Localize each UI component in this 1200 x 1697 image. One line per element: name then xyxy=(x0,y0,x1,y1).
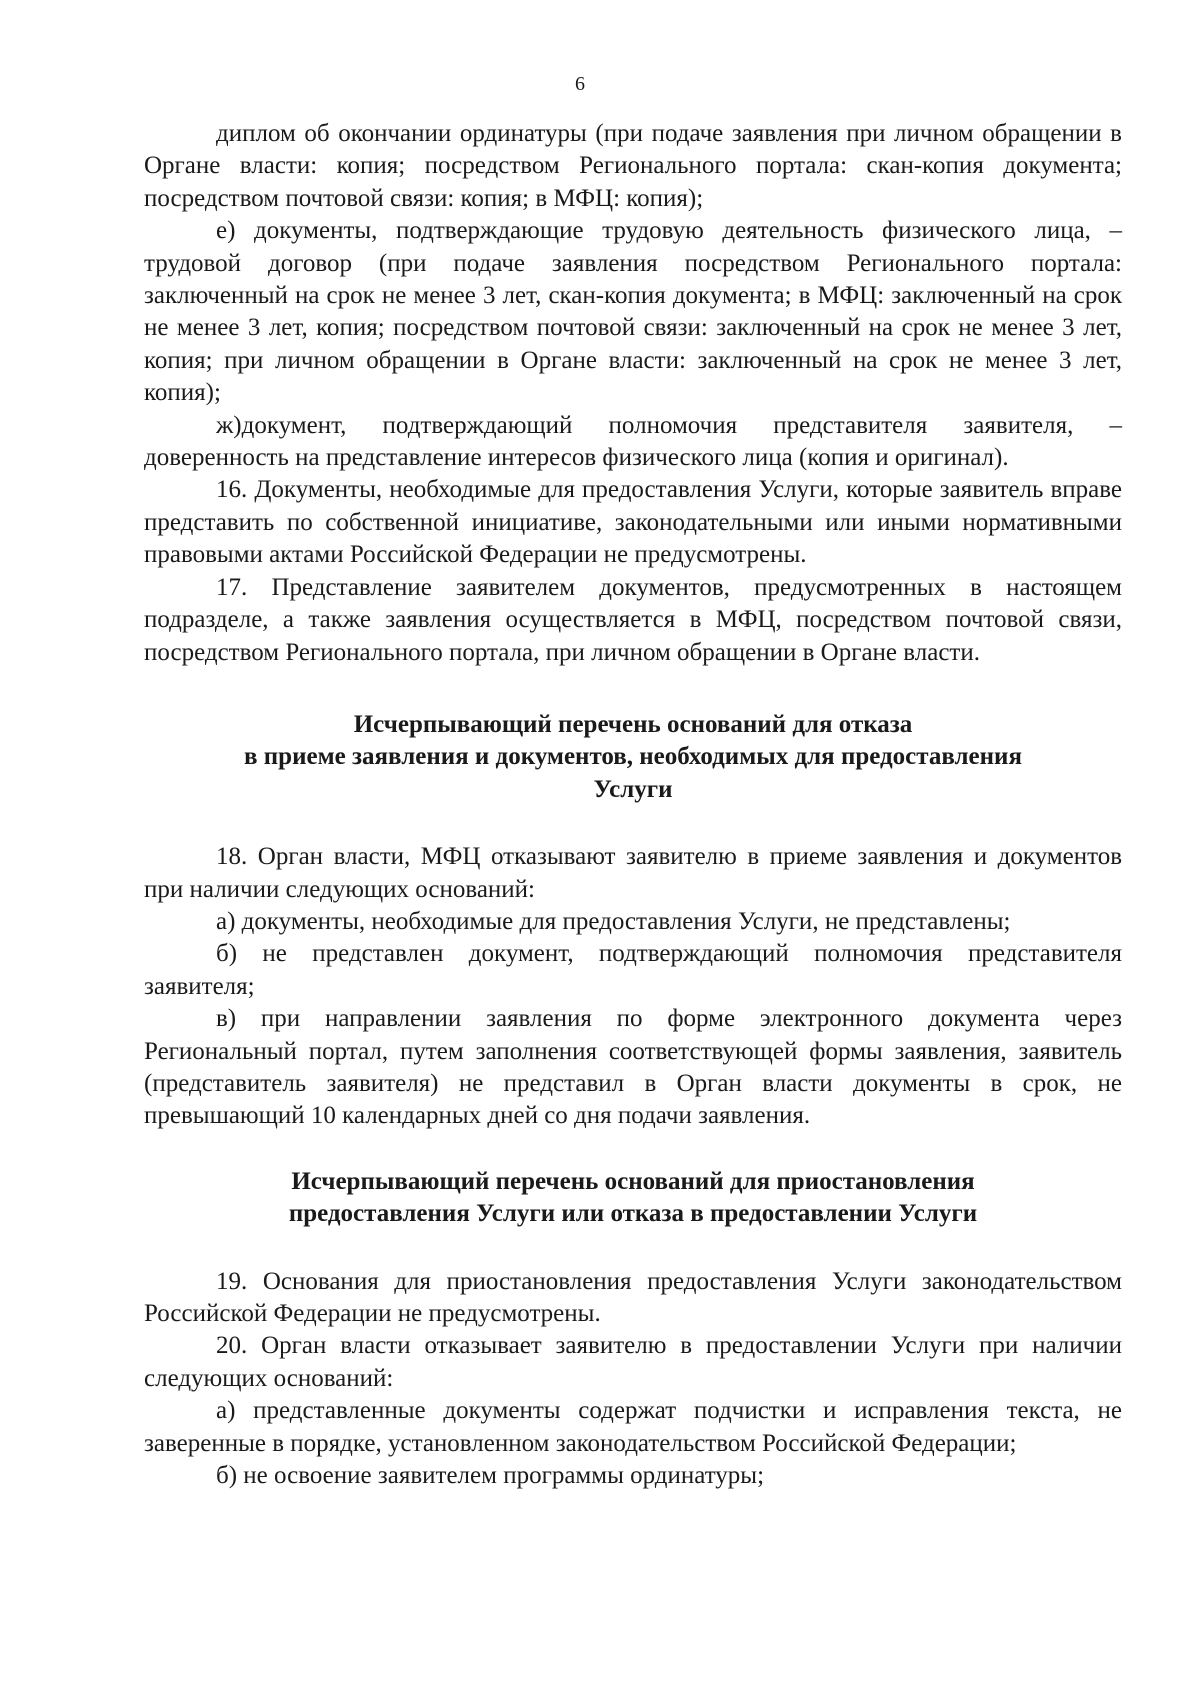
paragraph-20-a: а) представленные документы содержат подчистки и исправления текста, не заверенные в порядке, установленном законодательством Российской Федерации; xyxy=(144,1397,1122,1457)
paragraph-18-a: а) документы, необходимые для предоставления Услуги, не представлены; xyxy=(216,907,1011,935)
section-heading-refusal-acceptance xyxy=(144,709,1122,806)
heading-line: Услуги xyxy=(593,775,673,803)
paragraph-20: 20. Орган власти отказывает заявителю в предоставлении Услуги при наличии следующих оснований: xyxy=(144,1332,1122,1392)
heading-line: Исчерпывающий перечень оснований для отказа xyxy=(353,710,913,738)
paragraph-18: 18. Орган власти, МФЦ отказывают заявителю в приеме заявления и документов при наличии следующих оснований: xyxy=(144,843,1122,903)
spacer xyxy=(144,806,1122,841)
paragraph-16: 16. Документы, необходимые для предоставления Услуги, которые заявитель вправе представить по собственной инициативе, законодательными или иными нормативными правовыми актами Российской Федерации не предусмотрены. xyxy=(144,476,1122,569)
paragraph-item-e: е) документы, подтверждающие трудовую деятельность физического лица, – трудовой договор (при подаче заявления посредством Регионального портала: заключенный на срок не менее 3 лет, скан-копия документа; в МФЦ: заключенный на срок не менее 3 лет, копия; посредством почтовой связи: заключенный на срок не менее 3 лет, копия; при личном обращении в Органе власти: заключенный на срок не менее 3 лет, копия); xyxy=(144,217,1122,407)
spacer xyxy=(144,1231,1122,1266)
heading-line: Исчерпывающий перечень оснований для приостановления xyxy=(291,1167,975,1195)
paragraph-18-v: в) при направлении заявления по форме электронного документа через Региональный портал, путем заполнения соответствующей формы заявления, заявитель (представитель заявителя) не представил в Орган власти документы в срок, не превышающий 10 календарных дней со дня подачи заявления. xyxy=(144,1005,1122,1130)
page-number: 6 xyxy=(575,73,585,95)
heading-line: предоставления Услуги или отказа в предоставлении Услуги xyxy=(288,1200,978,1228)
heading-line: в приеме заявления и документов, необходимых для предоставления xyxy=(244,743,1022,771)
section-heading-suspension-refusal xyxy=(144,1166,1122,1231)
paragraph-18-b: б) не представлен документ, подтверждающий полномочия представителя заявителя; xyxy=(144,940,1122,1000)
paragraph-20-b: б) не освоение заявителем программы ординатуры; xyxy=(216,1462,765,1490)
paragraph-item-zh: ж)документ, подтверждающий полномочия представителя заявителя, – доверенность на представление интересов физического лица (копия и оригинал). xyxy=(144,411,1122,472)
spacer xyxy=(144,669,1122,709)
paragraph-diploma: диплом об окончании ординатуры (при подаче заявления при личном обращении в Органе власти: копия; посредством Регионального портала: скан-копия документа; посредством почтовой связи: копия; в МФЦ: копия); xyxy=(144,120,1122,212)
paragraph-19: 19. Основания для приостановления предоставления Услуги законодательством Российской Федерации не предусмотрены. xyxy=(144,1267,1122,1327)
paragraph-17: 17. Представление заявителем документов, предусмотренных в настоящем подразделе, а также заявления осуществляется в МФЦ, посредством почтовой связи, посредством Регионального портала, при личном обращении в Органе власти. xyxy=(144,573,1122,666)
document-body xyxy=(144,118,1122,1492)
spacer xyxy=(144,1133,1122,1166)
